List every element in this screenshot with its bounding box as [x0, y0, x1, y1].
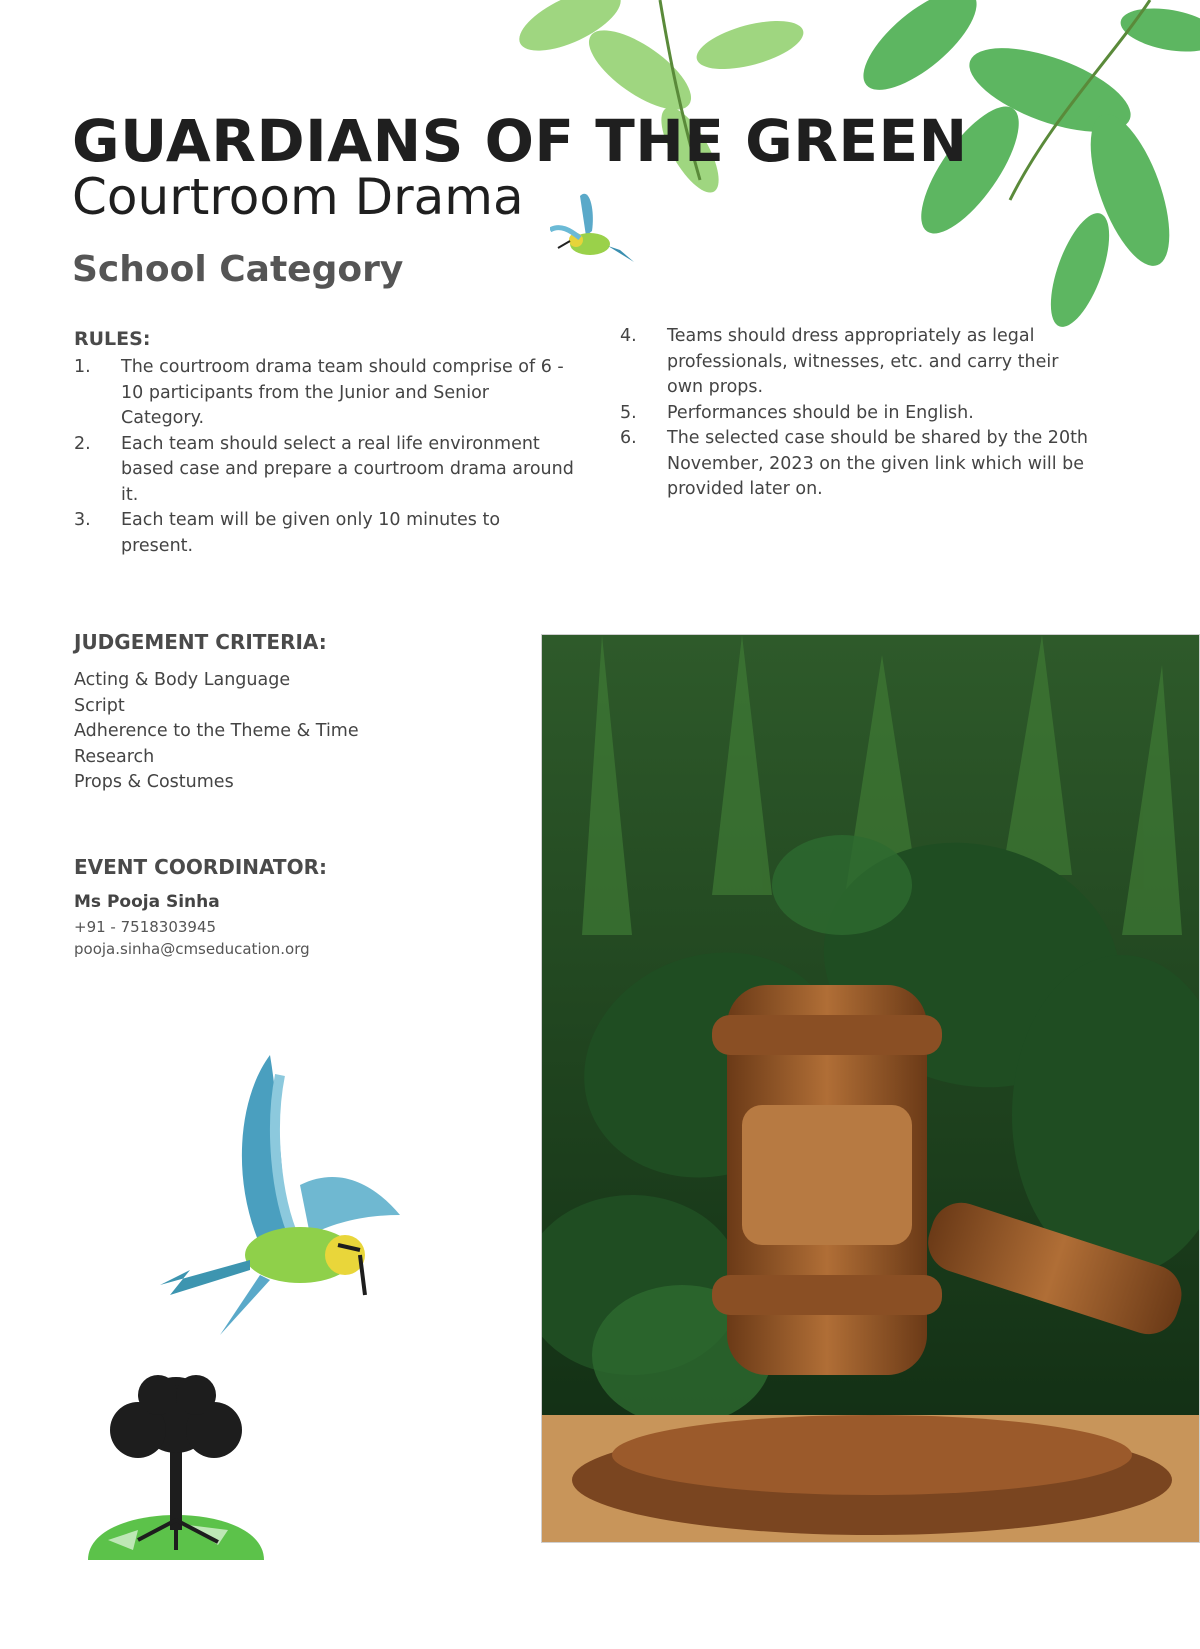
list-item: 2. Each team should select a real life environment based case and prepare a courtroom drama around it. [74, 433, 574, 505]
list-item: 4. Teams should dress appropriately as legal professionals, witnesses, etc. and carry their own props. [620, 326, 1059, 397]
event-title: GUARDIANS OF THE GREEN [72, 107, 968, 175]
criteria-heading: JUDGEMENT CRITERIA: [74, 630, 327, 654]
event-subtitle: Courtroom Drama [72, 168, 524, 226]
list-item: Acting & Body Language [74, 670, 291, 690]
rules-list-left [74, 355, 574, 559]
coordinator-email[interactable]: pooja.sinha@cmseducation.org [74, 940, 310, 958]
coordinator-heading: EVENT COORDINATOR: [74, 855, 327, 879]
list-item: Script [74, 695, 125, 716]
list-item: 1. The courtroom drama team should comprise of 6 - 10 participants from the Junior and Senior Category. [74, 357, 564, 428]
event-category: School Category [72, 249, 404, 290]
tree-globe-logo [78, 1370, 274, 1570]
rules-list-right [620, 324, 1090, 503]
gavel-photo [541, 634, 1200, 1543]
list-item: Props & Costumes [74, 772, 234, 792]
bee-eater-bird [160, 1055, 420, 1345]
list-item: Adherence to the Theme & Time [74, 721, 359, 741]
list-item: 3. Each team will be given only 10 minutes to present. [74, 510, 501, 556]
criteria-list [74, 668, 359, 796]
coordinator-name: Ms Pooja Sinha [74, 892, 220, 912]
bee-eater-bird [550, 186, 636, 282]
list-item: 6. The selected case should be shared by the 20th November, 2023 on the given link which will be provided later on. [620, 428, 1089, 499]
rules-heading: RULES: [74, 328, 151, 350]
list-item: Research [74, 746, 155, 767]
coordinator-phone: +91 - 7518303945 [74, 918, 217, 936]
list-item: 5. Performances should be in English. [620, 402, 974, 423]
